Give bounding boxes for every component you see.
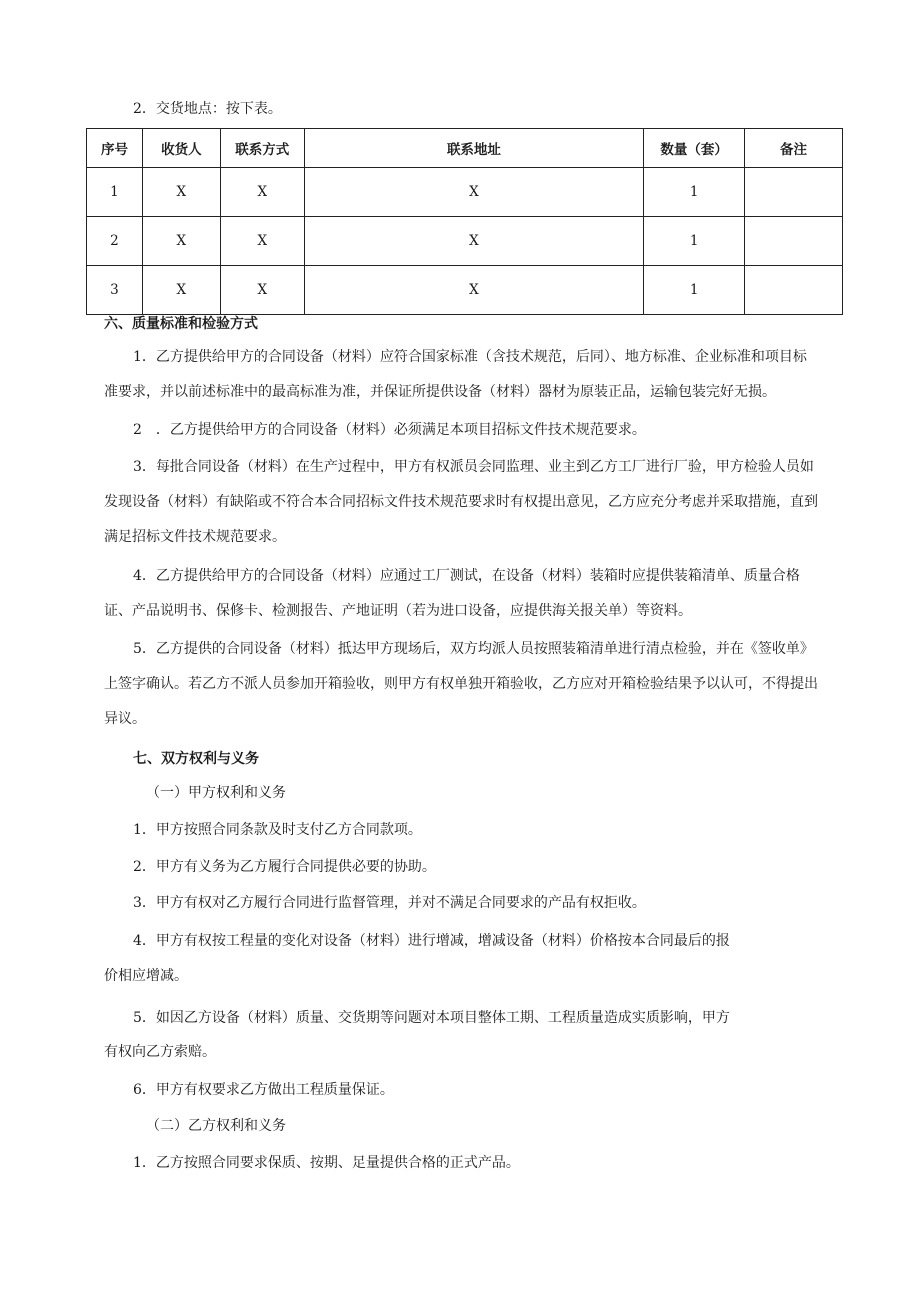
s7-a-item4-line1: 4．甲方有权按工程量的变化对设备（材料）进行增减，增减设备（材料）价格按本合同最后的报 — [133, 933, 730, 949]
s6-item4-line1: 4．乙方提供给甲方的合同设备（材料）应通过工厂测试，在设备（材料）装箱时应提供装箱清单、质量合格 — [133, 568, 800, 584]
cell-address: X — [304, 217, 643, 266]
cell-recipient: X — [142, 217, 220, 266]
cell-remarks — [745, 217, 843, 266]
cell-contact: X — [220, 168, 304, 217]
cell-recipient: X — [142, 168, 220, 217]
cell-contact: X — [220, 266, 304, 315]
s6-item1-line2: 准要求，并以前述标准中的最高标准为准，并保证所提供设备（材料）器材为原装正品，运输包装完好无损。 — [104, 384, 776, 400]
s7-a-item3: 3．甲方有权对乙方履行合同进行监督管理，并对不满足合同要求的产品有权拒收。 — [133, 895, 646, 911]
header-contact: 联系方式 — [220, 129, 304, 168]
section-7-heading: 七、双方权利与义务 — [133, 751, 259, 767]
cell-address: X — [304, 266, 643, 315]
s7-a-item4-line2: 价相应增减。 — [104, 968, 188, 984]
header-address: 联系地址 — [304, 129, 643, 168]
s7-a-item6: 6．甲方有权要求乙方做出工程质量保证。 — [133, 1082, 394, 1098]
s6-item2: 2 ．乙方提供给甲方的合同设备（材料）必须满足本项目招标文件技术规范要求。 — [133, 422, 646, 438]
header-index: 序号 — [87, 129, 143, 168]
header-quantity: 数量（套） — [644, 129, 745, 168]
s6-item4-line2: 证、产品说明书、保修卡、检测报告、产地证明（若为进口设备，应提供海关报关单）等资料。 — [104, 603, 692, 619]
delivery-table — [86, 128, 843, 315]
section-6-heading: 六、质量标准和检验方式 — [104, 316, 258, 332]
s6-item3-line2: 发现设备（材料）有缺陷或不符合本合同招标文件技术规范要求时有权提出意见，乙方应充分考虑并采取措施，直到 — [104, 494, 818, 510]
s6-item5-line3: 异议。 — [104, 711, 146, 727]
s7-a-item5-line2: 有权向乙方索赔。 — [104, 1044, 216, 1060]
s7-a-item5-line1: 5．如因乙方设备（材料）质量、交货期等问题对本项目整体工期、工程质量造成实质影响，甲方 — [133, 1010, 730, 1026]
cell-address: X — [304, 168, 643, 217]
s6-item3-line3: 满足招标文件技术规范要求。 — [104, 529, 286, 545]
cell-quantity: 1 — [644, 217, 745, 266]
s6-item5-line2: 上签字确认。若乙方不派人员参加开箱验收，则甲方有权单独开箱验收，乙方应对开箱检验结果予以认可，不得提出 — [104, 676, 818, 692]
s6-item3-line1: 3．每批合同设备（材料）在生产过程中，甲方有权派员会同监理、业主到乙方工厂进行厂验，甲方检验人员如 — [133, 459, 814, 475]
cell-remarks — [745, 168, 843, 217]
s6-item1-line1: 1．乙方提供给甲方的合同设备（材料）应符合国家标准（含技术规范，后同）、地方标准、企业标准和项目标 — [133, 349, 807, 365]
cell-index: 3 — [87, 266, 143, 315]
table-row — [87, 266, 843, 315]
cell-contact: X — [220, 217, 304, 266]
s7-a-item1: 1．甲方按照合同条款及时支付乙方合同款项。 — [133, 822, 422, 838]
table-row — [87, 217, 843, 266]
cell-recipient: X — [142, 266, 220, 315]
s7-b-item1: 1．乙方按照合同要求保质、按期、足量提供合格的正式产品。 — [133, 1155, 520, 1171]
header-recipient: 收货人 — [142, 129, 220, 168]
cell-quantity: 1 — [644, 266, 745, 315]
s7-subheading-b: （二）乙方权利和义务 — [146, 1118, 286, 1134]
header-remarks: 备注 — [745, 129, 843, 168]
s7-a-item2: 2．甲方有义务为乙方履行合同提供必要的协助。 — [133, 859, 436, 875]
table-header-row — [87, 129, 843, 168]
cell-quantity: 1 — [644, 168, 745, 217]
cell-remarks — [745, 266, 843, 315]
delivery-intro: 2．交货地点：按下表。 — [133, 101, 282, 117]
s6-item5-line1: 5．乙方提供的合同设备（材料）抵达甲方现场后，双方均派人员按照装箱清单进行清点检验，并在《签收单》 — [133, 641, 814, 657]
table-row — [87, 168, 843, 217]
cell-index: 2 — [87, 217, 143, 266]
s7-subheading-a: （一）甲方权利和义务 — [146, 785, 286, 801]
cell-index: 1 — [87, 168, 143, 217]
